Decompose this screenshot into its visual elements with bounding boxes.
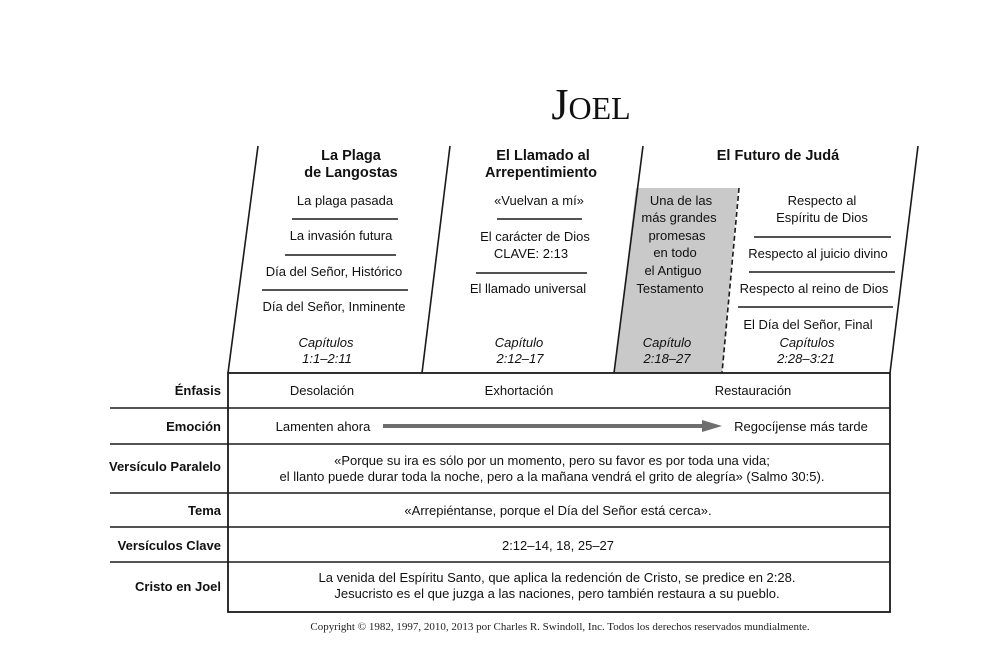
- section-2-item-3: CLAVE: 2:13: [493, 246, 569, 261]
- emocion-right: Regocíjense más tarde: [734, 419, 868, 434]
- section-2-item-1: «Vuelvan a mí»: [494, 193, 584, 208]
- row-label-versiculo-paralelo: Versículo Paralelo: [108, 459, 221, 474]
- section-3-item-3: Respecto al juicio divino: [748, 246, 888, 261]
- cristo-line-2: Jesucristo es el que juzga a las naciones, pero también restaura a su pueblo.: [334, 586, 780, 601]
- versiculo-paralelo-line-1: «Porque su ira es sólo por un momento, pero su favor es por toda una vida;: [334, 453, 770, 468]
- highlight-line-1: Una de las: [649, 193, 713, 208]
- copyright-notice: Copyright © 1982, 1997, 2010, 2013 por Charles R. Swindoll, Inc. Todos los derechos reservados mundialmente.: [310, 621, 810, 633]
- divider-left: [228, 146, 258, 373]
- highlight-chapters-label: Capítulo: [642, 335, 692, 350]
- row-label-emocion: Emoción: [166, 419, 221, 434]
- row-label-cristo: Cristo en Joel: [135, 579, 221, 594]
- emocion-left: Lamenten ahora: [275, 419, 371, 434]
- section-2-heading-line-1: El Llamado al: [496, 148, 590, 164]
- enfasis-value-2: Exhortación: [484, 383, 554, 398]
- divider-right: [890, 146, 918, 373]
- page-title: JOEL: [551, 80, 631, 129]
- section-3-chapters-range: 2:28–3:21: [777, 351, 835, 366]
- enfasis-value-3: Restauración: [714, 383, 792, 398]
- section-3-item-1: Respecto al: [787, 193, 857, 208]
- tema-value: «Arrepiéntanse, porque el Día del Señor está cerca».: [404, 503, 712, 518]
- row-label-enfasis: Énfasis: [174, 383, 221, 398]
- section-3-item-2: Espíritu de Dios: [776, 210, 868, 225]
- row-label-versiculos-clave: Versículos Clave: [117, 538, 221, 553]
- section-3-heading: El Futuro de Judá: [716, 148, 840, 164]
- highlight-line-4: en todo: [653, 245, 697, 260]
- section-2-item-4: El llamado universal: [469, 281, 587, 296]
- enfasis-value-1: Desolación: [289, 383, 355, 398]
- emotion-arrow: [383, 420, 722, 432]
- highlight-line-2: más grandes: [641, 210, 717, 225]
- highlight-line-5: el Antiguo: [644, 263, 702, 278]
- section-3-item-5: El Día del Señor, Final: [743, 317, 873, 332]
- section-2-chapters-label: Capítulo: [494, 335, 544, 350]
- section-1-chapters-range: 1:1–2:11: [302, 351, 352, 366]
- section-2-chapters-range: 2:12–17: [496, 351, 544, 366]
- section-1-heading-line-1: La Plaga: [321, 148, 381, 164]
- section-3-chapters-label: Capítulos: [779, 335, 835, 350]
- section-1-item-1: La plaga pasada: [296, 193, 394, 208]
- row-label-tema: Tema: [188, 503, 221, 518]
- divider-mid-1: [422, 146, 450, 373]
- section-1-chapters-label: Capítulos: [298, 335, 354, 350]
- versiculos-clave-value: 2:12–14, 18, 25–27: [501, 538, 615, 553]
- cristo-line-1: La venida del Espíritu Santo, que aplica la redención de Cristo, se predice en 2:28.: [318, 570, 796, 585]
- highlight-line-6: Testamento: [636, 281, 704, 296]
- versiculo-paralelo-line-2: el llanto puede durar toda la noche, pero a la mañana vendrá el grito de alegría» (Salmo 30:5).: [279, 469, 825, 484]
- section-1-item-2: La invasión futura: [289, 228, 393, 243]
- highlight-line-3: promesas: [648, 228, 706, 243]
- highlight-chapters-range: 2:18–27: [643, 351, 691, 366]
- section-1-heading-line-2: de Langostas: [304, 165, 398, 181]
- section-3-item-4: Respecto al reino de Dios: [739, 281, 889, 296]
- section-1-item-3: Día del Señor, Histórico: [265, 264, 403, 279]
- section-1-item-4: Día del Señor, Inminente: [262, 299, 406, 314]
- section-2-item-2: El carácter de Dios: [480, 229, 590, 244]
- section-2-heading-line-2: Arrepentimiento: [485, 165, 597, 181]
